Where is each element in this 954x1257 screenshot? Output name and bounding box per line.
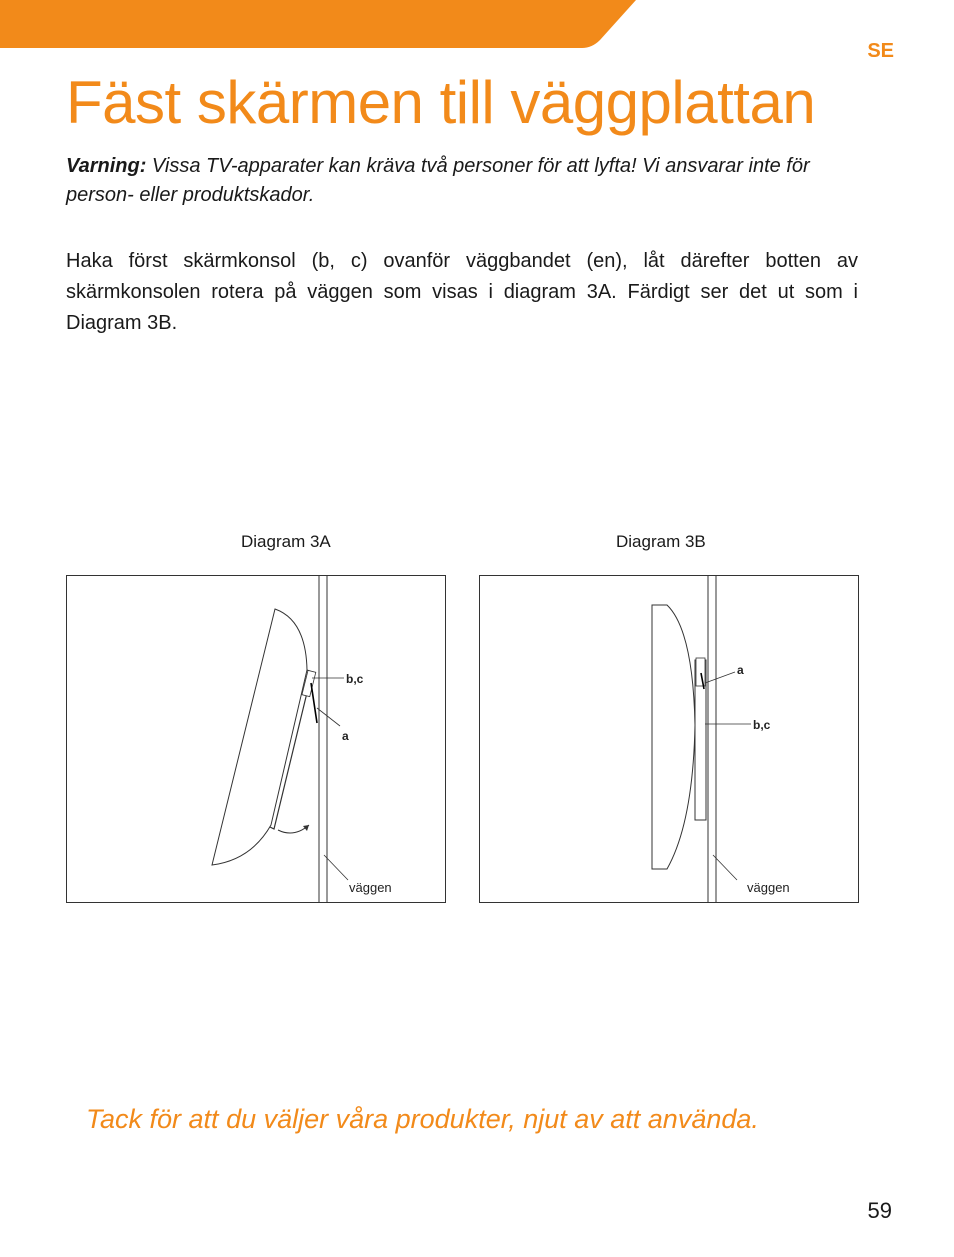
plate-label: a <box>737 663 744 677</box>
bracket-label: b,c <box>346 672 364 686</box>
warning-paragraph <box>66 152 866 210</box>
plate-label: a <box>342 729 349 743</box>
wall-label: väggen <box>349 880 392 895</box>
header-orange-band <box>0 0 954 50</box>
page-title: Fäst skärmen till väggplattan <box>66 69 816 136</box>
diagram-3a-caption: Diagram 3A <box>241 532 331 551</box>
diagram-3a <box>66 575 446 903</box>
tv-screen-mounted <box>652 605 695 869</box>
wall-label: väggen <box>747 880 790 895</box>
tv-screen-tilted <box>212 609 307 865</box>
warning-label: Varning: <box>66 155 147 177</box>
diagram-3b-caption: Diagram 3B <box>616 532 706 551</box>
diagram-3b <box>479 575 859 903</box>
bracket-label: b,c <box>753 718 771 732</box>
instructions-paragraph: Haka först skärmkonsol (b, c) ovanför väggbandet (en), låt därefter botten av skärmkonsolen rotera på väggen som visas i diagram 3A. Färdigt ser det ut som i Diagram 3B. <box>66 250 858 334</box>
warning-text: Vissa TV-apparater kan kräva två personer för att lyfta! Vi ansvarar inte för person- eller produktskador. <box>66 155 810 206</box>
closing-message: Tack för att du väljer våra produkter, njut av att använda. <box>86 1104 759 1134</box>
page-number: 59 <box>867 1198 892 1223</box>
language-badge: SE <box>867 40 894 62</box>
